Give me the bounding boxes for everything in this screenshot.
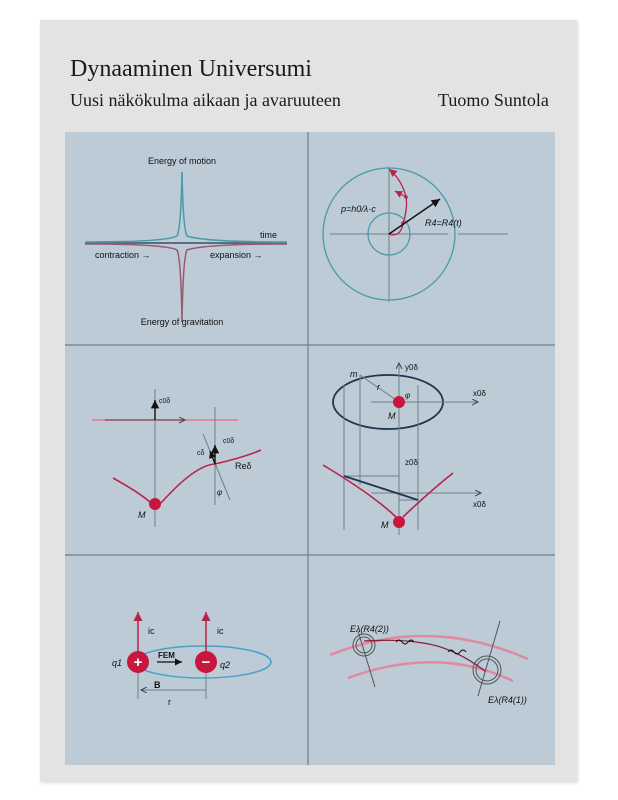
diagram-label: r xyxy=(377,382,380,392)
circle-diagram xyxy=(323,167,508,302)
curvature-diagram xyxy=(92,389,261,527)
diagram-panel xyxy=(65,132,555,765)
orbit-diagram xyxy=(323,363,486,535)
diagram-label: expansion → xyxy=(210,250,263,260)
diagram-label: Reδ xyxy=(235,461,252,471)
diagram-grid xyxy=(65,132,555,765)
diagram-label: M xyxy=(138,510,146,520)
diagram-label: M xyxy=(381,520,389,530)
diagram-shape xyxy=(393,396,405,408)
diagram-shape xyxy=(404,195,408,199)
book-title: Dynaaminen Universumi xyxy=(70,56,312,82)
diagram-label: c0δ xyxy=(159,398,171,405)
diagram-label: z0δ xyxy=(405,458,418,467)
diagram-label: time xyxy=(259,230,277,240)
diagram-label: x0δ xyxy=(473,500,486,509)
diagram-label: x0δ xyxy=(473,389,486,398)
charges-diagram xyxy=(112,612,271,707)
diagram-label: p=h0/λ·c xyxy=(341,204,376,214)
diagram-label: φ xyxy=(217,488,223,497)
diagram-label: m xyxy=(350,369,358,379)
diagram-label: + xyxy=(133,654,143,671)
diagram-label: y0δ xyxy=(405,363,418,372)
diagram-label: contraction → xyxy=(95,250,151,260)
diagram-label: q1 xyxy=(112,658,123,668)
diagram-label: B xyxy=(154,680,161,690)
diagram-label: M xyxy=(388,411,396,421)
diagram-label: Eλ(R4(1)) xyxy=(488,695,527,705)
waves-diagram xyxy=(330,621,528,705)
diagram-label: cδ xyxy=(197,450,205,457)
book-subtitle: Uusi näkökulma aikaan ja avaruuteen xyxy=(70,90,341,110)
diagram-label: ic xyxy=(148,626,155,636)
diagram-label: − xyxy=(201,654,211,671)
diagram-label: Energy of gravitation xyxy=(140,317,224,327)
diagram-label: R4=R4(t) xyxy=(425,218,462,228)
diagram-label: FEM xyxy=(158,651,175,660)
book-author: Tuomo Suntola xyxy=(438,90,549,110)
diagram-shape xyxy=(393,516,405,528)
diagram-label: q2 xyxy=(220,660,231,670)
diagram-label: Energy of motion xyxy=(147,156,217,166)
diagram-label: Eλ(R4(2)) xyxy=(350,624,389,634)
diagram-shape xyxy=(149,498,161,510)
energy-diagram xyxy=(85,156,287,327)
diagram-label: ic xyxy=(217,626,224,636)
diagram-label: c0δ xyxy=(223,438,235,445)
diagram-label: r xyxy=(168,697,171,707)
diagram-label: φ xyxy=(405,391,411,400)
